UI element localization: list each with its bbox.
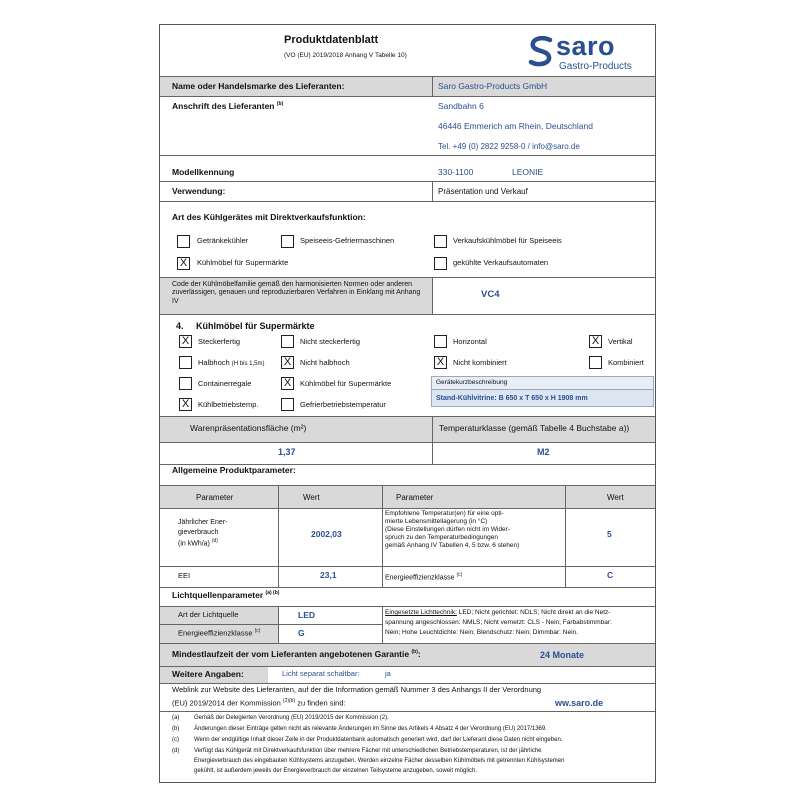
footnote-d-1: Verfügt das Kühlgerät mit Direktverkaufsfunktion über mehrere Fächer mit unterschiedlichen Betriebstemperaturen, ist der jährliche — [194, 748, 542, 754]
footnote-d-3: gekühlt, ist außerdem jeweils der Energieverbrauch der einzelnen Teilsysteme anzugeben, soweit möglich. — [194, 768, 478, 774]
semi-vertical-label: Halbhoch (H bis 1,5m) — [198, 358, 265, 367]
vending-machine-label: gekühlte Verkaufsautomaten — [453, 258, 549, 267]
supermarket-cabinet-label: Kühlmöbel für Supermärkte — [197, 258, 289, 267]
usage-value: Präsentation und Verkauf — [438, 187, 528, 196]
saro-logo-subtitle: Gastro-Products — [559, 61, 632, 72]
vertical-label: Vertikal — [608, 337, 633, 346]
model-code: 330-1100 — [438, 167, 474, 177]
product-data-sheet — [159, 24, 656, 783]
light-switch-value: ja — [385, 669, 391, 678]
light-energy-class-label: Energieeffizienzklasse $^{(c)}$ — [178, 628, 261, 638]
checkbox-frozen-operation[interactable] — [281, 398, 294, 411]
footnote-d-2: Energieverbrauch des eingebauten Kühlsystems anzugeben. Werden einzelne Fächer desselben Kühlmöbels mit getrennten Kühlsystemen — [194, 758, 565, 764]
checkbox-ice-cream-cabinet[interactable] — [434, 235, 447, 248]
short-description-value: Stand-Kühlvitrine: B 650 x T 650 x H 1908 mm — [436, 395, 588, 402]
energy-consumption-label-1: Jährlicher Ener- — [178, 519, 228, 526]
appliance-type-heading: Art des Kühlgerätes mit Direktverkaufsfunktion: — [172, 212, 366, 222]
checkbox-beverage-cooler[interactable] — [177, 235, 190, 248]
energy-class-label: Energieeffizienzklasse $^{(c)}$ — [385, 572, 463, 582]
col-value-2: Wert — [607, 493, 624, 502]
chilled-operation-label: Kühlbetriebstemp. — [198, 400, 259, 409]
warranty-label: Mindestlaufzeit der vom Lieferanten angebotenen Garantie $^{(b)}$: — [172, 649, 421, 659]
usage-label: Verwendung: — [172, 186, 226, 196]
model-label: Modellkennung — [172, 167, 235, 177]
weblink-text-2: (EU) 2019/2014 der Kommission $^{(2)(b)}$ zu finden sind: — [172, 698, 346, 708]
general-parameters-heading: Allgemeine Produktparameter: — [172, 465, 296, 475]
beverage-cooler-label: Getränkekühler — [197, 236, 249, 245]
supplier-name-value: Saro Gastro-Products GmbH — [438, 81, 548, 91]
recommended-temp-text-2: mierte Lebensmittellagerung (in °C) — [385, 518, 488, 525]
sheet-subtitle: (VO (EU) 2019/2018 Anhang V Tabelle 10) — [284, 52, 407, 59]
light-tech-line-3: Nein; Hohe Leuchtdichte: Nein; Blendschutz: Nein; Dimmbar: Nein. — [385, 629, 578, 636]
roll-in-label: Containerregale — [198, 379, 252, 388]
checkbox-chilled-operation[interactable]: X — [179, 398, 192, 411]
light-energy-class-value: G — [298, 628, 305, 638]
footnote-c: Wenn der endgültige Inhalt dieser Zeile in der Produktdatenbank automatisch generiert wird, darf der Lieferant diese Daten nicht eingeben. — [194, 737, 563, 743]
checkbox-ice-cream-freezer[interactable] — [281, 235, 294, 248]
family-code-label: Code der Kühlmöbelfamilie gemäß den harmonisierten Normen oder anderen zuverlässigen, genauen und reproduzierbaren Verfahren in Einklang mit Anhang IV — [172, 281, 421, 305]
supermarket-heading: Kühlmöbel für Supermärkte — [196, 321, 315, 331]
ice-cream-freezer-label: Speiseeis-Gefriermaschinen — [300, 236, 395, 245]
sheet-title: Produktdatenblatt — [284, 34, 379, 46]
col-param-1: Parameter — [196, 493, 234, 502]
light-type-label: Art der Lichtquelle — [178, 610, 239, 619]
supplier-city: 46446 Emmerich am Rhein, Deutschland — [438, 121, 593, 131]
energy-consumption-value: 2002,03 — [311, 529, 342, 539]
col-param-2: Parameter — [396, 493, 434, 502]
remote-label: Nicht steckerfertig — [300, 337, 361, 346]
frozen-operation-label: Gefrierbetriebstemperatur — [300, 400, 386, 409]
eei-value: 23,1 — [320, 570, 337, 580]
horizontal-label: Horizontal — [453, 337, 487, 346]
light-tech-line-1: Eingesetzte Lichttechnik: LED; Nicht gerichtet: NDLS; Nicht direkt an die Netz- — [385, 609, 611, 616]
display-area-label: Warenpräsentationsfläche (m²) — [190, 423, 307, 433]
footnote-mark-d: (d) — [172, 748, 180, 754]
display-area-value: 1,37 — [278, 447, 296, 457]
footnote-b: Änderungen dieser Einträge gelten nicht als relevante Änderungen im Sinne des Artikels 4 Absatz 4 der Verordnung (EU) 2017/1369. — [194, 726, 547, 732]
checkbox-not-combined[interactable]: X — [434, 356, 447, 369]
light-type-value: LED — [298, 610, 315, 620]
ice-cream-cabinet-label: Verkaufskühlmöbel für Speiseeis — [453, 236, 562, 245]
checkbox-horizontal[interactable] — [434, 335, 447, 348]
checkbox-semi-vertical[interactable] — [179, 356, 192, 369]
supplier-name-label: Name oder Handelsmarke des Lieferanten: — [172, 81, 345, 91]
footnote-a: Gemäß der Delegierten Verordnung (EU) 2019/2015 der Kommission (2). — [194, 715, 389, 721]
checkbox-plug-in[interactable]: X — [179, 335, 192, 348]
checkbox-remote[interactable] — [281, 335, 294, 348]
footnote-mark-c: (c) — [172, 737, 179, 743]
supplier-street: Sandbahn 6 — [438, 101, 484, 111]
model-name: LEONIE — [512, 167, 544, 177]
recommended-temp-text-3: (Diese Einstellungen dürfen nicht im Wider- — [385, 526, 510, 533]
energy-consumption-label-2: gieverbrauch — [178, 529, 219, 536]
recommended-temp-text-4: spruch zu den Temperaturbedingungen — [385, 534, 498, 541]
supermarket-heading-number: 4. — [176, 321, 184, 331]
light-switch-label: Licht separat schaltbar: — [282, 669, 360, 678]
temperature-class-value: M2 — [537, 447, 550, 457]
recommended-temp-value: 5 — [607, 529, 612, 539]
saro-logo — [528, 33, 650, 73]
light-source-heading: Lichtquellenparameter $^{(a) (b)}$ — [172, 590, 280, 600]
energy-consumption-label-3: (in kWh/a) $^{(d)}$ — [178, 538, 218, 548]
footnote-mark-b: (b) — [172, 726, 180, 732]
weblink-text-1: Weblink zur Website des Lieferanten, auf der die Information gemäß Nummer 3 des Anhangs II der Verordnung — [172, 685, 542, 694]
checkbox-supermarket-cabinet-2[interactable]: X — [281, 377, 294, 390]
footnote-mark-a: (a) — [172, 715, 180, 721]
supplier-address-label: Anschrift des Lieferanten $^{(b)}$ — [172, 101, 284, 111]
short-description-label: Gerätekurzbeschreibung — [436, 379, 508, 386]
checkbox-vending-machine[interactable] — [434, 257, 447, 270]
checkbox-not-semi-vertical[interactable]: X — [281, 356, 294, 369]
not-semi-vertical-label: Nicht halbhoch — [300, 358, 350, 367]
checkbox-supermarket-cabinet[interactable]: X — [177, 257, 190, 270]
supplier-contact: Tel. +49 (0) 2822 9258-0 / info@saro.de — [438, 142, 580, 151]
saro-logo-text: saro — [556, 31, 616, 61]
checkbox-roll-in[interactable] — [179, 377, 192, 390]
supermarket-cabinet-2-label: Kühlmöbel für Supermärkte — [300, 379, 392, 388]
combined-label: Kombiniert — [608, 358, 644, 367]
recommended-temp-text-5: gemäß Anhang IV Tabellen 4, 5 bzw. 6 stehen) — [385, 542, 520, 549]
col-value-1: Wert — [303, 493, 320, 502]
temperature-class-label: Temperaturklasse (gemäß Tabelle 4 Buchstabe a)) — [439, 423, 630, 433]
plug-in-label: Steckerfertig — [198, 337, 241, 346]
eei-label: EEI — [178, 571, 191, 580]
light-tech-line-2: spannung angeschlossen: NMLS; Nicht vernetzt: CLS - Nein; Farbabstimmbar: — [385, 619, 612, 626]
energy-class-value: C — [607, 570, 614, 580]
checkbox-vertical[interactable]: X — [589, 335, 602, 348]
saro-logo-icon — [528, 36, 554, 68]
supplier-website-link[interactable]: ww.saro.de — [555, 698, 604, 708]
checkbox-combined[interactable] — [589, 356, 602, 369]
recommended-temp-text-1: Empfohlene Temperatur(en) für eine opti- — [385, 510, 504, 517]
not-combined-label: Nicht kombiniert — [453, 358, 507, 367]
warranty-value: 24 Monate — [540, 650, 585, 660]
further-info-label: Weitere Angaben: — [172, 669, 244, 679]
family-code-value: VC4 — [481, 289, 500, 300]
